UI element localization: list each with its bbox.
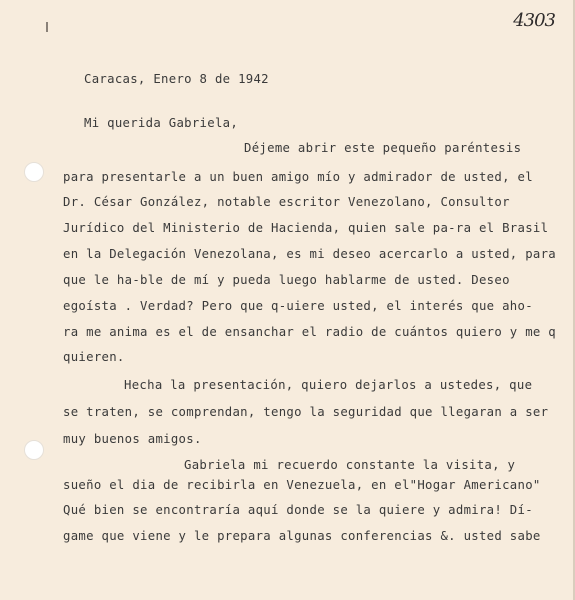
date-line: Caracas, Enero 8 de 1942: [84, 72, 269, 86]
letter-line: quieren.: [63, 350, 125, 364]
letter-line: se traten, se comprendan, tengo la seguridad que llegaran a ser: [63, 405, 549, 419]
letter-line: Qué bien se encontraría aquí donde se la quiere y admira! Dí-: [63, 503, 533, 517]
letter-line: Dr. César González, notable escritor Venezolano, Consultor: [63, 195, 510, 209]
letter-line: game que viene y le prepara algunas conferencias &. usted sabe: [63, 529, 541, 543]
letter-line: Gabriela mi recuerdo constante la visita, y: [184, 458, 516, 472]
salutation: Mi querida Gabriela,: [84, 116, 239, 130]
letter-line: Jurídico del Ministerio de Hacienda, quien sale pa-ra el Brasil: [63, 221, 549, 235]
punch-hole-top: [24, 162, 44, 182]
letter-line: en la Delegación Venezolana, es mi deseo acercarlo a usted, para: [63, 247, 557, 261]
letter-line: que le ha-ble de mí y pueda luego hablarme de usted. Deseo: [63, 273, 510, 287]
letter-line: muy buenos amigos.: [63, 432, 202, 446]
letter-line: egoísta . Verdad? Pero que q-uiere usted, el interés que aho-: [63, 299, 533, 313]
manuscript-number: 4303: [513, 10, 555, 31]
letter-line: sueño el dia de recibirla en Venezuela, en el"Hogar Americano": [63, 478, 541, 492]
letter-line: Hecha la presentación, quiero dejarlos a ustedes, que: [124, 378, 533, 392]
letter-line: ra me anima es el de ensanchar el radio de cuántos quiero y me q: [63, 325, 557, 339]
letter-line: para presentarle a un buen amigo mío y admirador de usted, el: [63, 170, 533, 184]
punch-hole-bottom: [24, 440, 44, 460]
letter-line: Déjeme abrir este pequeño paréntesis: [244, 141, 522, 155]
margin-mark: [46, 22, 48, 32]
